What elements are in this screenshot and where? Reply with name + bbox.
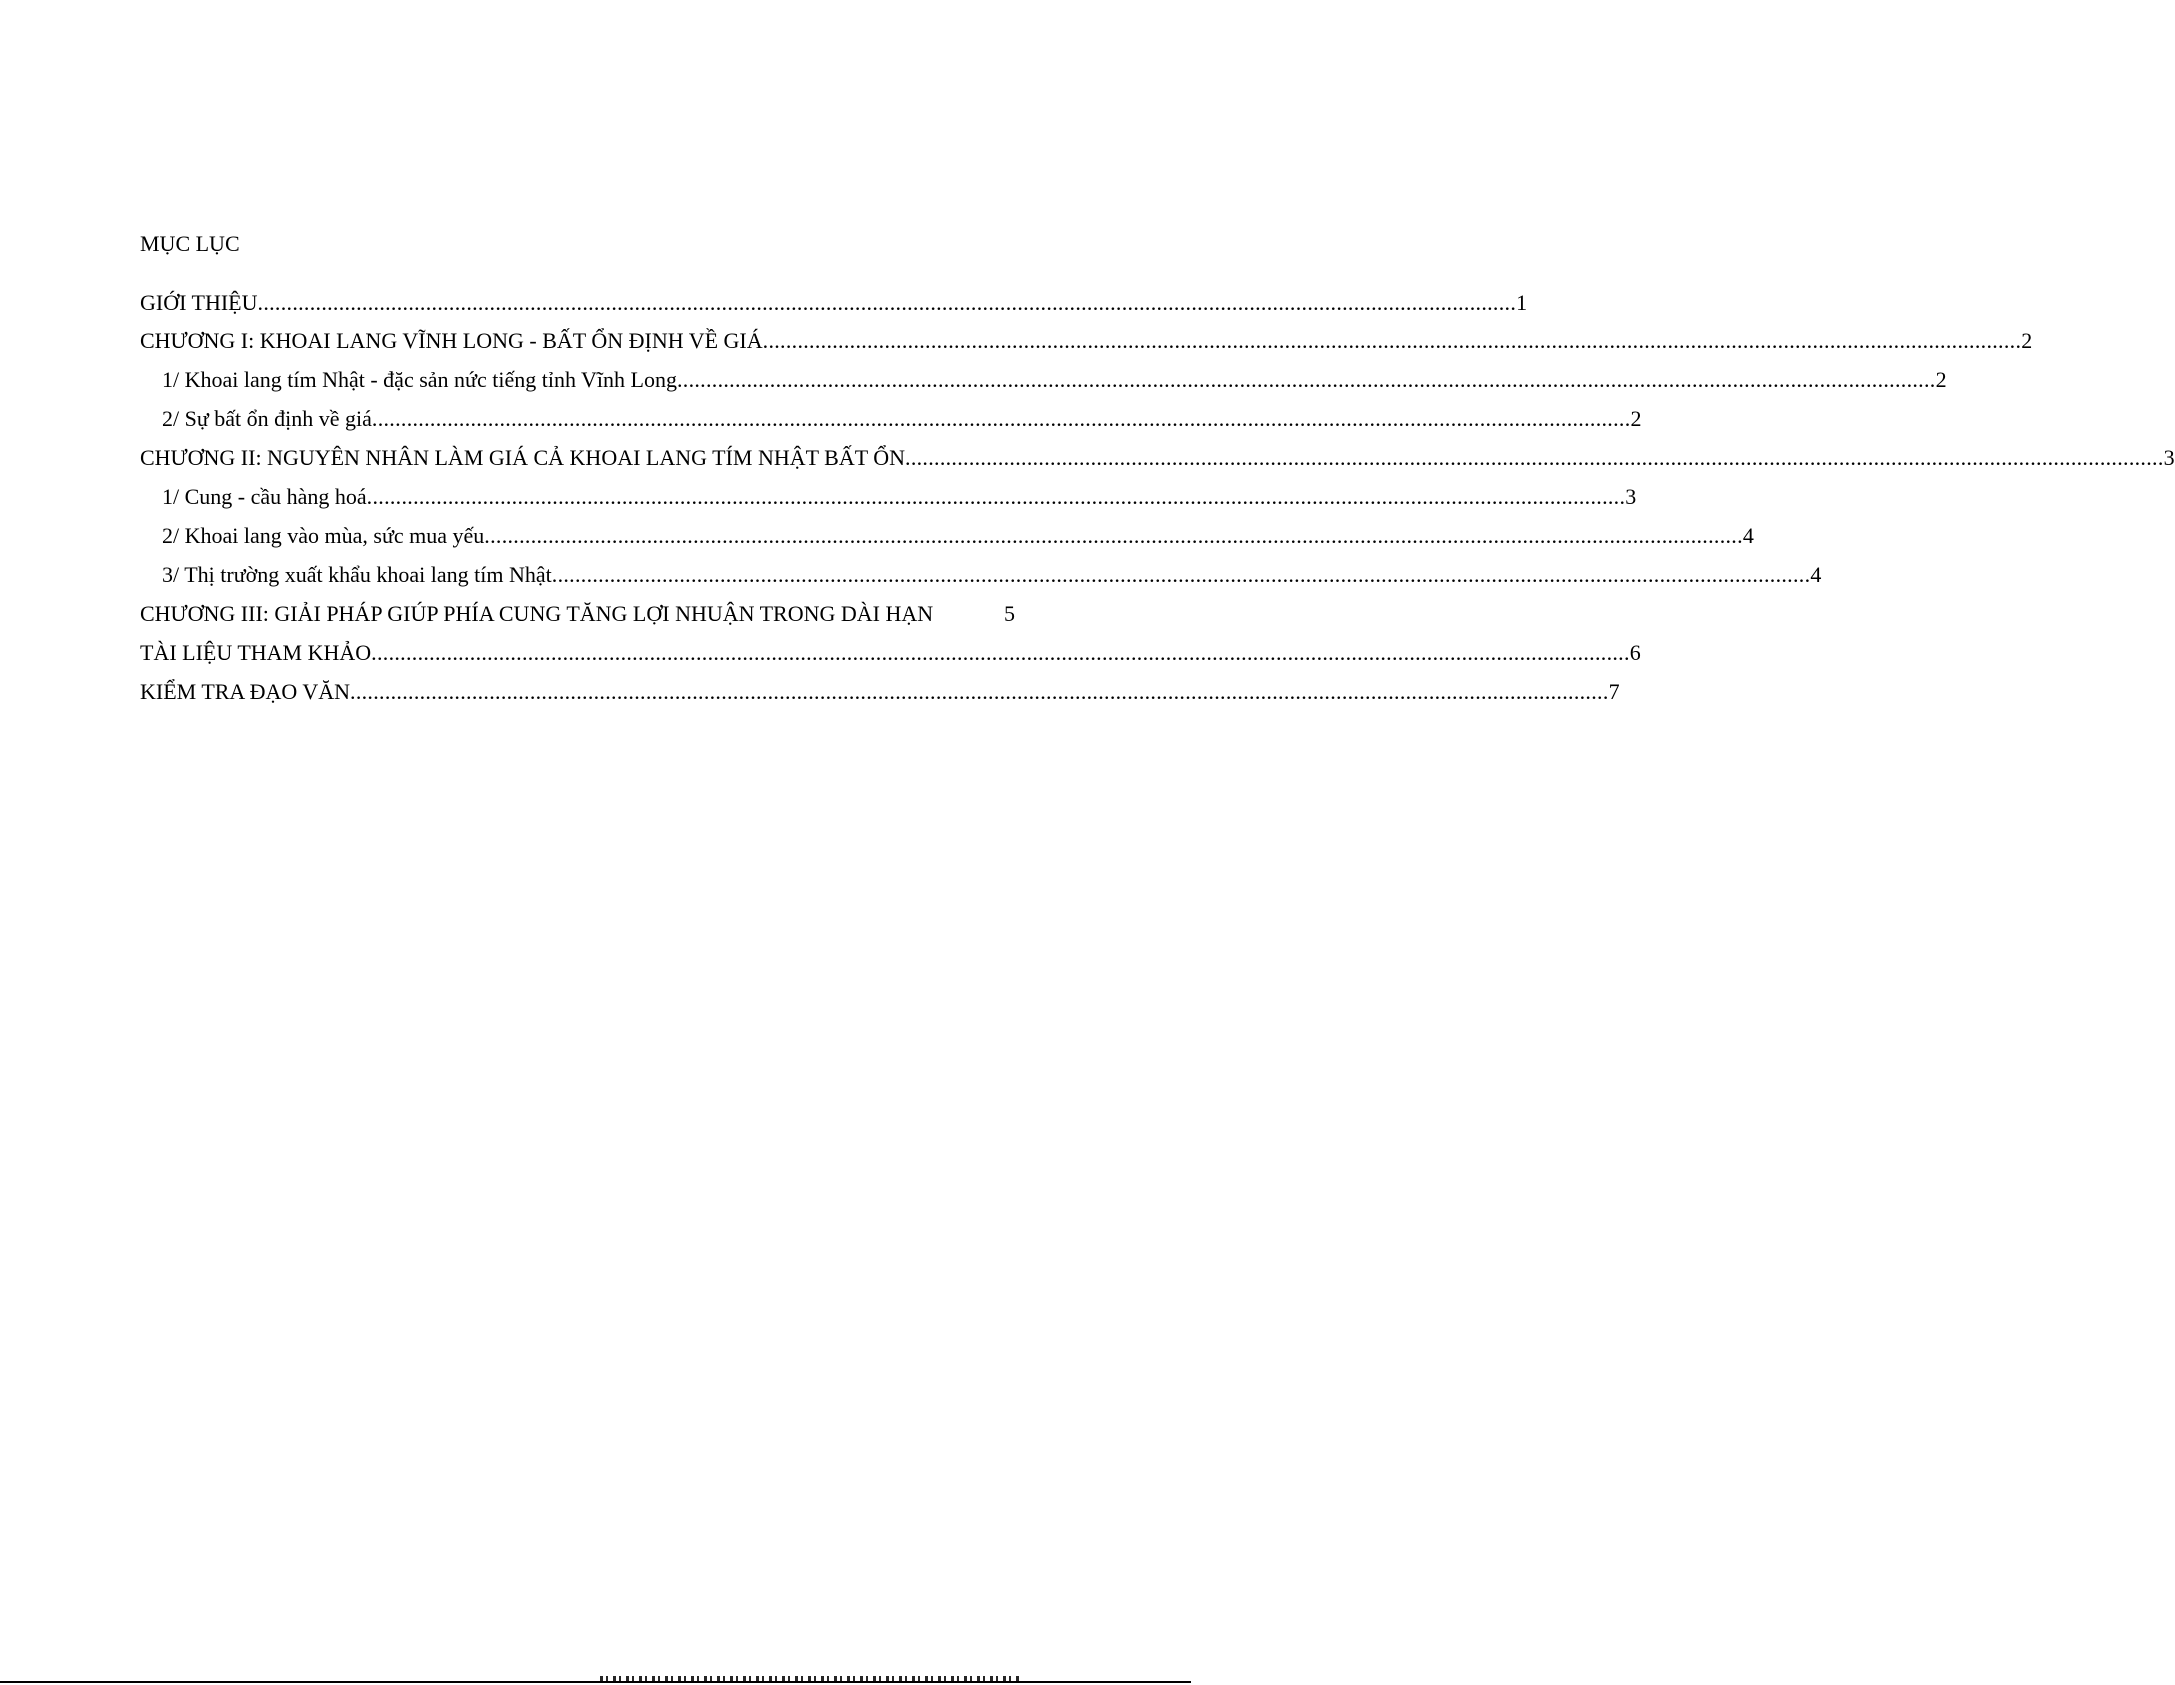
dot-leader: ......................................................................................................................................................................................................................... [366, 484, 1626, 509]
toc-entry[interactable] [140, 679, 1620, 705]
toc-entry[interactable] [140, 601, 1015, 627]
toc-entry-page: 6 [1629, 640, 1641, 665]
dot-leader: ......................................................................................................................................................................................................................... [371, 640, 1630, 665]
toc-entry-title: CHƯƠNG I: KHOAI LANG VĨNH LONG - BẤT ỔN ĐỊNH VỀ GIÁ [140, 328, 763, 353]
toc-title: MỤC LỤC [140, 231, 240, 256]
toc-entry-page: 7 [1608, 679, 1620, 704]
toc-entry-page: 3 [2163, 445, 2175, 470]
toc-entry-page: 2 [1630, 406, 1642, 431]
dot-leader: ......................................................................................................................................................................................................................... [257, 290, 1517, 315]
toc-entry-title: 1/ Cung - cầu hàng hoá [162, 484, 367, 509]
dot-leader: ......................................................................................................................................................................................................................... [484, 523, 1743, 548]
toc-entry-page: 2 [2021, 328, 2033, 353]
page-bottom-rule [0, 1681, 1191, 1683]
toc-entry-page: 2 [1935, 367, 1947, 392]
toc-entry[interactable] [140, 640, 1641, 666]
toc-entry-title: 2/ Khoai lang vào mùa, sức mua yếu [162, 523, 485, 548]
toc-entry-page: 4 [1742, 523, 1754, 548]
page-bottom-artifact [600, 1676, 1020, 1681]
dot-leader: ......................................................................................................................................................................................................................... [371, 406, 1631, 431]
toc-entry-title: 1/ Khoai lang tím Nhật - đặc sản nức tiếng tỉnh Vĩnh Long [162, 367, 677, 392]
toc-entry-title: GIỚI THIỆU [140, 290, 258, 315]
toc-entry-page: 4 [1810, 562, 1822, 587]
dot-leader: ......................................................................................................................................................................................................................... [905, 445, 2164, 470]
toc-entry[interactable] [162, 367, 1947, 393]
toc-entry-title: 2/ Sự bất ổn định về giá [162, 406, 372, 431]
toc-entry[interactable] [162, 523, 1754, 549]
toc-entry-title: CHƯƠNG III: GIẢI PHÁP GIÚP PHÍA CUNG TĂNG LỢI NHUẬN TRONG DÀI HẠN [140, 601, 934, 626]
dot-leader: ......................................................................................................................................................................................................................... [676, 367, 1936, 392]
toc-entry-title: KIỂM TRA ĐẠO VĂN [140, 679, 351, 704]
dot-leader: ......................................................................................................................................................................................................................... [551, 562, 1811, 587]
toc-entry[interactable] [140, 328, 2033, 354]
toc-entry-page: 5 [1004, 601, 1015, 626]
toc-entry[interactable] [162, 484, 1637, 510]
dot-leader: ......................................................................................................................................................................................................................... [762, 328, 2022, 353]
toc-entry[interactable] [162, 562, 1822, 588]
toc-entry-page: 3 [1625, 484, 1637, 509]
toc-entry-page: 1 [1516, 290, 1528, 315]
toc-entry-title: CHƯƠNG II: NGUYÊN NHÂN LÀM GIÁ CẢ KHOAI LANG TÍM NHẬT BẤT ỔN [140, 445, 906, 470]
toc-entry-title: 3/ Thị trường xuất khẩu khoai lang tím Nhật [162, 562, 552, 587]
toc-entry[interactable] [140, 445, 2175, 471]
toc-entry-title: TÀI LIỆU THAM KHẢO [140, 640, 372, 665]
toc-entry[interactable] [140, 290, 1528, 316]
toc-entry[interactable] [162, 406, 1642, 432]
dot-leader: ......................................................................................................................................................................................................................... [350, 679, 1609, 704]
